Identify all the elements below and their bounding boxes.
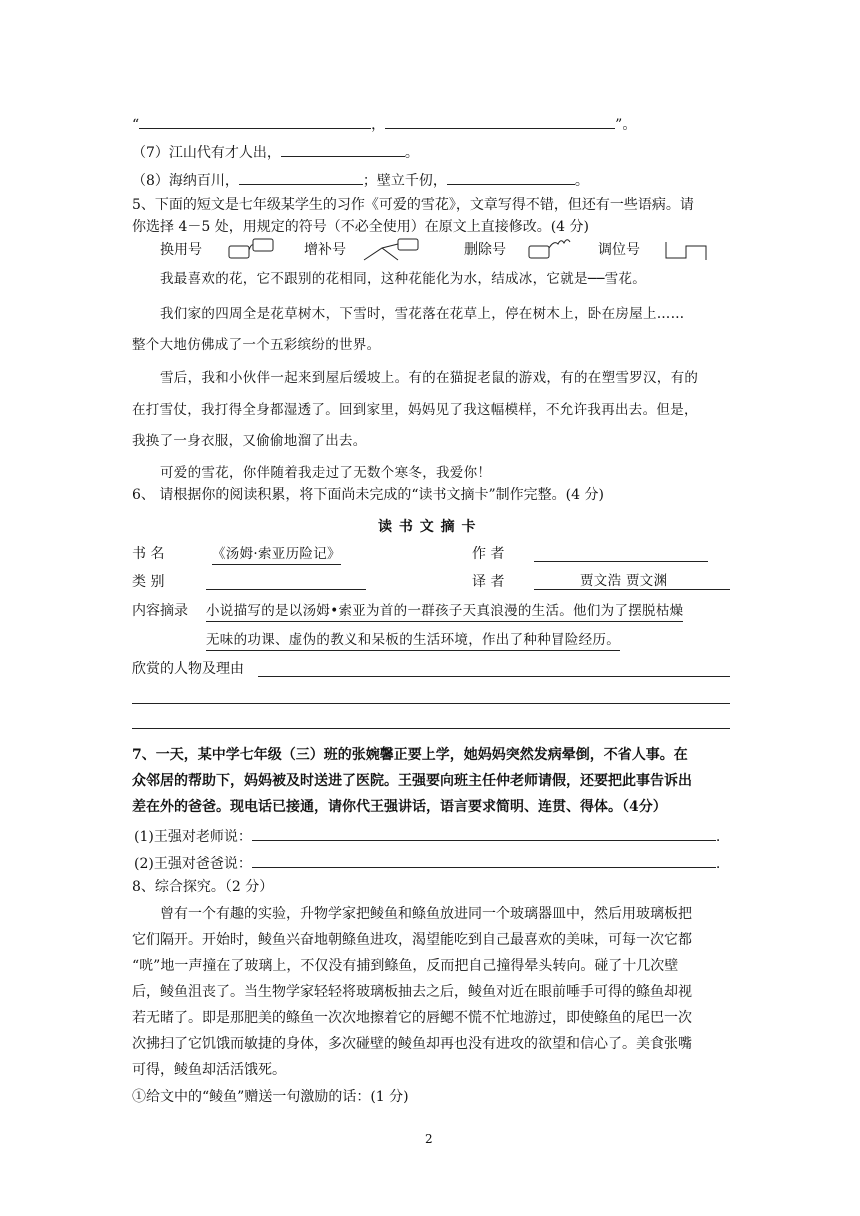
poem-item-8 [132,170,589,190]
translator-label: 译 者 [472,574,505,590]
poem-text: ；壁立千仞， [362,173,447,189]
symbol-delete-label: 删除号 [464,242,506,258]
swap-symbol-icon [664,238,710,262]
answer-blank[interactable] [447,170,575,185]
author-label: 作 者 [472,546,505,562]
replace-symbol-icon [228,238,278,262]
essay-para-2b: 整个大地仿佛成了一个五彩缤纷的世界。 [132,337,381,353]
q6-question: 6、 请根据你的阅读积累，将下面尚未完成的“读书文摘卡”制作完整。(4 分) [132,487,604,503]
quote-fill-line [132,114,636,134]
answer-blank[interactable] [252,826,716,841]
appreciate-blank[interactable] [258,676,730,677]
translator-value: 贾文浩 贾文渊 [580,573,668,589]
answer-blank[interactable] [281,142,405,157]
q8-para-line: 曾有一个有趣的实验，升物学家把鲮鱼和鲦鱼放进同一个玻璃器皿中，然后用玻璃板把 [160,906,692,922]
q8-title: 8、综合探究。（2 分） [132,879,274,895]
q8-para-line: 若无睹了。即是那肥美的鲦鱼一次次地擦着它的唇鳃不慌不忙地游过，即使鲦鱼的尾巴一次 [132,1010,692,1026]
book-label: 书 名 [132,546,165,562]
period: . [715,856,721,872]
quote-close: ”。 [615,117,637,133]
category-label: 类 别 [132,574,165,590]
quote-mid: ， [371,117,386,133]
quote-open: “ [132,117,140,133]
answer-blank[interactable] [252,853,716,868]
q8-para-line: “咣”地一声撞在了玻璃上，不仅没有捕到鲦鱼，反而把自己撞得晕头转向。碰了十几次壁 [132,958,679,974]
symbol-replace-label: 换用号 [160,242,202,258]
poem-text: 。 [574,173,589,189]
essay-para-2a: 我们家的四周全是花草树木，下雪时，雪花落在花草上，停在树木上，卧在房屋上…… [160,306,685,322]
poem-text: （8）海纳百川， [132,173,239,189]
delete-symbol-icon [528,236,578,262]
page-number: 2 [425,1132,433,1146]
symbol-swap-label: 调位号 [598,242,640,258]
q8-para-line: 它们隔开。开始时，鲮鱼兴奋地朝鲦鱼进攻，渴望能吃到自己最喜欢的美味，可每一次它都 [132,932,692,948]
q5-line2: 你选择 4－5 处，用规定的符号（不必全使用）在原文上直接修改。(4 分) [132,219,589,235]
essay-para-1: 我最喜欢的花，它不跟别的花相同，这种花能化为水，结成冰，它就是──雪花。 [160,271,647,287]
poem-text: 。 [404,145,419,161]
q7-sub2-label: (2)王强对爸爸说： [134,856,252,872]
book-value: 《汤姆·索亚历险记》 [212,545,341,565]
card-title: 读 书 文 摘 卡 [378,519,477,535]
q7-line2: 众邻居的帮助下，妈妈被及时送进了医院。王强要向班主任仲老师请假，还要把此事告诉出 [132,773,692,789]
q8-para-line: 后，鲮鱼沮丧了。当生物学家轻轻将玻璃板抽去之后，鲮鱼对近在眼前唾手可得的鲦鱼却视 [132,984,692,1000]
essay-para-3b: 在打雪仗，我打得全身都湿透了。回到家里，妈妈见了我这幅模样，不允许我再出去。但是， [132,402,698,418]
category-blank[interactable] [206,589,366,590]
q7-line1: 7、一天，某中学七年级（三）班的张婉馨正要上学，她妈妈突然发病晕倒，不省人事。在 [132,747,688,763]
essay-para-3c: 我换了一身衣服，又偷偷地溜了出去。 [132,433,367,449]
q5-line1: 5、下面的短文是七年级某学生的习作《可爱的雪花》，文章写得不错，但还有一些语病。请 [132,197,694,213]
period: . [715,829,721,845]
poem-item-7 [132,142,419,162]
answer-blank[interactable] [385,114,615,129]
poem-text: （7）江山代有才人出， [132,145,281,161]
appreciate-label: 欣赏的人物及理由 [132,661,244,677]
q7-sub1-label: (1)王强对老师说： [134,829,252,845]
summary-line-2: 无味的功课、虚伪的教义和呆板的生活环境，作出了种种冒险经历。 [206,631,620,651]
insert-symbol-icon [362,238,422,264]
author-blank[interactable] [534,561,708,562]
q8-para-line: 次拂扫了它饥饿而敏捷的身体，多次碰壁的鲮鱼却再也没有进攻的欲望和信心了。美食张嘴 [132,1036,692,1052]
q7-sub2 [134,853,720,873]
q8-para-line: 可得，鲮鱼却活活饿死。 [132,1062,286,1078]
q7-line3: 差在外的爸爸。现电话已接通，请你代王强讲话，语言要求简明、连贯、得体。（4分） [132,799,667,815]
q8-sub1: ①给文中的“鲮鱼”赠送一句激励的话：(1 分) [132,1089,409,1105]
answer-blank[interactable] [139,114,371,129]
q7-sub1 [134,826,720,846]
essay-para-4: 可爱的雪花，你伴随着我走过了无数个寒冬，我爱你！ [160,465,492,481]
symbol-insert-label: 增补号 [304,242,346,258]
summary-label: 内容摘录 [132,603,188,619]
answer-blank[interactable] [239,170,363,185]
summary-line-1: 小说描写的是以汤姆•索亚为首的一群孩子天真浪漫的生活。他们为了摆脱枯燥 [206,602,683,622]
essay-para-3a: 雪后，我和小伙伴一起来到屋后缓坡上。有的在猫捉老鼠的游戏，有的在塑雪罗汉，有的 [160,370,699,386]
appreciate-blank[interactable] [132,703,730,704]
appreciate-blank[interactable] [132,728,730,729]
